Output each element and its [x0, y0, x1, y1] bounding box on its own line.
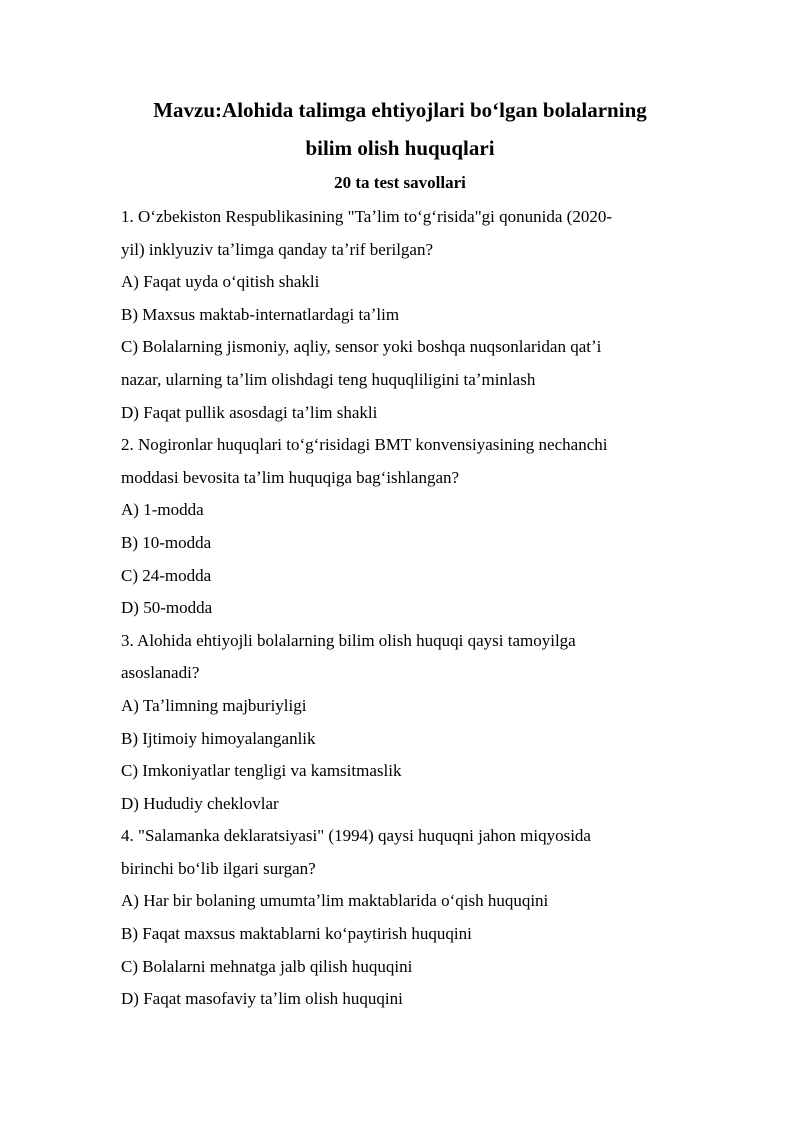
question-list: [121, 201, 701, 1016]
document-title-line-1: Mavzu:Alohida talimga ehtiyojlari boʻlgan bolalarning: [153, 98, 647, 122]
question-text: asoslanadi?: [121, 663, 200, 683]
question-text: moddasi bevosita taʼlim huquqiga bagʻishlangan?: [121, 467, 460, 487]
answer-option: B) Maxsus maktab-internatlardagi taʼlim: [121, 304, 400, 324]
answer-option: A) 1-modda: [121, 500, 204, 520]
answer-option: B) 10-modda: [121, 532, 212, 552]
question-text: birinchi boʻlib ilgari surgan?: [121, 858, 316, 878]
question-text: 1. Oʻzbekiston Respublikasining "Taʼlim toʻgʻrisida"gi qonunida (2020-: [121, 207, 612, 226]
document-subtitle: 20 ta test savollari: [334, 173, 466, 192]
answer-option: C) Imkoniyatlar tengligi va kamsitmaslik: [121, 761, 402, 781]
question-text: yil) inklyuziv taʼlimga qanday taʼrif berilgan?: [121, 239, 434, 259]
question-block: [121, 625, 701, 821]
answer-option: C) 24-modda: [121, 565, 212, 585]
answer-option: B) Faqat maxsus maktablarni koʻpaytirish huquqini: [121, 924, 472, 944]
question-block: [121, 429, 701, 625]
answer-option: A) Faqat uyda oʻqitish shakli: [121, 272, 320, 292]
answer-option: A) Har bir bolaning umumtaʼlim maktablarida oʻqish huquqini: [121, 891, 549, 911]
answer-option: A) Taʼlimning majburiyligi: [121, 695, 307, 715]
answer-option: D) Hududiy cheklovlar: [121, 793, 279, 813]
question-block: [121, 820, 701, 1016]
answer-option: D) Faqat masofaviy taʼlim olish huquqini: [121, 989, 403, 1009]
question-text: 4. "Salamanka deklaratsiyasi" (1994) qaysi huquqni jahon miqyosida: [121, 826, 591, 846]
answer-option: B) Ijtimoiy himoyalanganlik: [121, 728, 316, 748]
answer-option: D) Faqat pullik asosdagi taʼlim shakli: [121, 402, 378, 422]
answer-option: C) Bolalarning jismoniy, aqliy, sensor yoki boshqa nuqsonlaridan qatʼi: [121, 337, 602, 357]
document-title-line-2: bilim olish huquqlari: [305, 136, 495, 160]
answer-option-continued: nazar, ularning taʼlim olishdagi teng huquqliligini taʼminlash: [121, 369, 536, 389]
question-text: 2. Nogironlar huquqlari toʻgʻrisidagi BMT konvensiyasining nechanchi: [121, 435, 608, 455]
question-text: 3. Alohida ehtiyojli bolalarning bilim olish huquqi qaysi tamoyilga: [121, 630, 576, 650]
answer-option: C) Bolalarni mehnatga jalb qilish huquqini: [121, 956, 413, 976]
question-block: [121, 201, 701, 429]
answer-option: D) 50-modda: [121, 598, 213, 618]
